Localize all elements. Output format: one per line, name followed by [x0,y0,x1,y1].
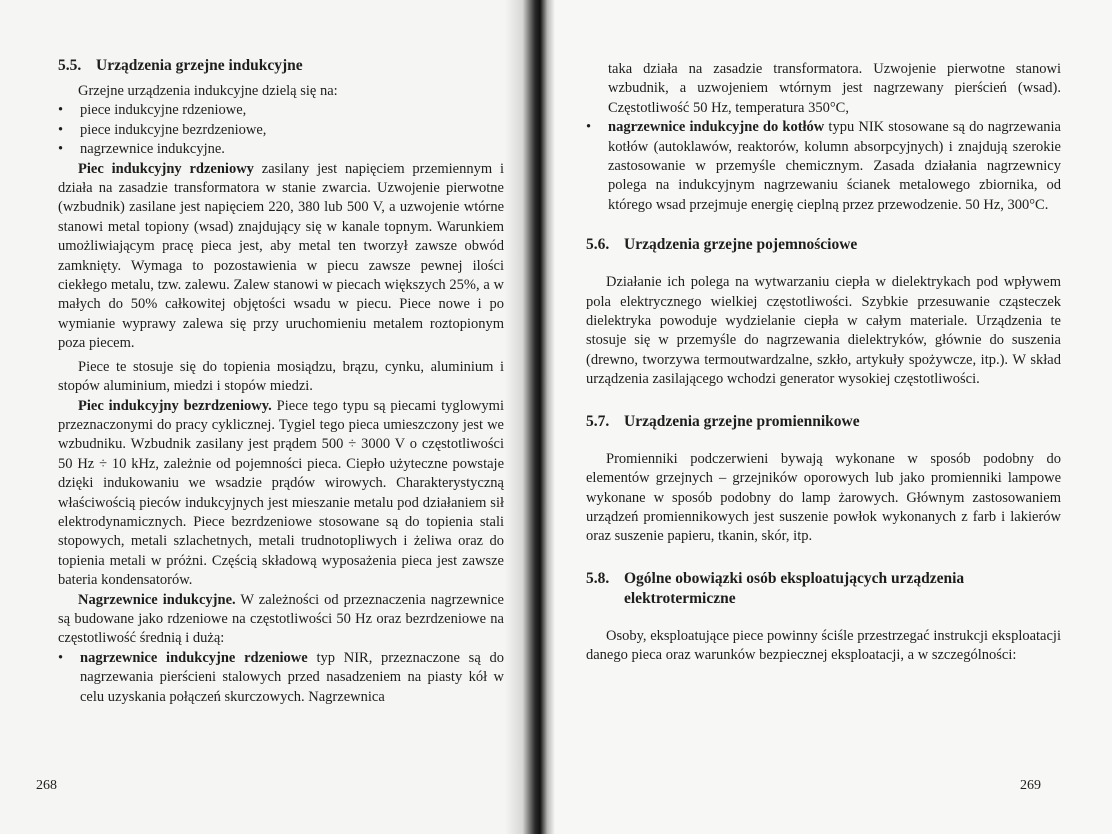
list-item [58,121,504,140]
bold-lead: nagrzewnice indukcyjne do kotłów [608,119,825,136]
page-number: 268 [36,778,57,793]
section-heading-5-8 [586,569,1061,609]
paragraph-text: W zależności od przeznaczenia nagrzewnice są budowane jako rdzeniowe na częstotliwości 50 Hz oraz bezrdzeniowe na częstotliwość średnią i dużą: [58,591,504,647]
paragraph-text: Piece tego typu są piecami tyglowymi przeznaczonymi do pracy cyklicznej. Tygiel tego pieca umieszczony jest we wzbudniku. Wzbudnik zasilany jest prądem 500 ÷ 3000 V o częstotliwości 50 Hz ÷ 10 kHz, zależnie od pojemności pieca. Ciepło użyteczne powstaje dzięki indukowaniu we wsadzie prądów wirowych. Charakterystyczną właściwością pieców indukcyjnych jest mieszanie metalu pod działaniem sił elektrodynamicznych. Piece bezrdzeniowe stosowane są do topienia stali stopowych, metali szlachetnych, metali trudnotopliwych i żeliwa oraz do topienia metali w próżni. Częścią składową wyposażenia pieca jest zawsze bateria kondensatorów. [58,397,504,589]
book-gutter-shadow [505,0,555,834]
bullet-icon: • [58,141,64,158]
list-item-text: nagrzewnice indukcyjne. [80,141,225,158]
bullet-icon: • [58,102,64,119]
list-item [58,101,504,120]
paragraph-duties: Osoby, eksploatujące piece powinny ściśle przestrzegać instrukcji eksploatacji danego pieca oraz warunków bezpiecznej eksploatacji, a w szczególności: [586,627,1061,664]
section-title: Urządzenia grzejne pojemnościowe [624,236,858,254]
bullet-icon: • [58,649,64,666]
section-number: 5.5. [58,57,82,74]
intro-paragraph: Grzejne urządzenia indukcyjne dzielą się na: [78,83,338,99]
right-page-text [586,60,1061,666]
section-heading-5-5 [58,56,504,76]
heaters-list [58,649,504,707]
section-title: Urządzenia grzejne indukcyjne [96,57,303,74]
bold-lead: Piec indukcyjny rdzeniowy [78,160,254,177]
list-item-text: typ NIR, przeznaczone są do nagrzewania pierścieni stalowych przed nasadzeniem na piasty kół w celu uzyskania połączeń skurczowych. Nagrzewnica [80,649,504,705]
bold-lead: nagrzewnice indukcyjne rdzeniowe [80,649,308,666]
section-title: Urządzenia grzejne promiennikowe [624,412,860,430]
list-item [58,649,504,707]
section-heading-5-7 [586,412,1061,432]
heaters-list-continued [586,118,1061,215]
paragraph-induction-heaters [58,591,504,649]
left-page-text [58,56,504,707]
bold-lead: Nagrzewnice indukcyjne. [78,591,236,608]
furnace-types-list [58,101,504,159]
left-page [0,0,540,834]
list-item-text: typu NIK stosowane są do nagrzewania kotłów (autoklawów, reaktorów, kolumn absorpcyjnych) i znajdują szerokie zastosowanie w przemyśle chemicznym. Zasada działania nagrzewnicy polega na indukcyjnym nagrzewaniu ścianek metalowego zbiornika, od którego wsad przejmuje energię cieplną przez przewodzenie. 50 Hz, 300°C. [608,119,1061,213]
section-number: 5.7. [586,412,610,430]
paragraph-text: zasilany jest napięciem przemiennym i działa na zasadzie transformatora w stanie zwarcia. Uzwojenie pierwotne (wzbudnik) zasilane jest napięciem 220, 380 lub 500 V, a uzwojenie wtórne stanowi metal topiony (wsad) znajdujący się w kanale topnym. Warunkiem umożliwiającym pracę pieca jest, aby metal ten tworzył zawsze obwód zamknięty. Wymaga to pozostawienia w piecu zawsze pewnej ilości ciekłego metalu, tzw. zalewu. Zalew stanowi w piecach większych 25%, a w małych do 50% całkowitej objętości wsadu w piecu. Piece nowe i po wymianie wyprawy zalewa się przy uruchomieniu metalem roztopionym poza piecem. [58,160,504,352]
paragraph-core-furnace [58,160,504,354]
continued-list-item-text: taka działa na zasadzie transformatora. Uzwojenie pierwotne stanowi wzbudnik, a uzwojeniem wtórnym jest nagrzewany pierścień (wsad). Częstotliwość 50 Hz, temperatura 350°C, [608,61,1061,116]
list-item-text: piece indukcyjne rdzeniowe, [80,102,247,119]
bullet-icon: • [586,119,592,136]
list-item-text: piece indukcyjne bezrdzeniowe, [80,121,267,138]
section-number: 5.8. [586,569,610,587]
page-number: 269 [1020,778,1041,793]
paragraph-radiant: Promienniki podczerwieni bywają wykonane w sposób podobny do elementów grzejnych – grzejników oporowych lub jako promienniki lampowe wykonane w sposób podobny do lamp żarowych. Głównym zastosowaniem urządzeń promiennikowych jest suszenie powłok wykonanych z farb i lakierów oraz suszenie papieru, tkanin, skór, itp. [586,450,1061,545]
paragraph-coreless-furnace [58,397,504,591]
bullet-icon: • [58,121,64,138]
section-heading-5-6 [586,235,1061,255]
paragraph-capacitive: Działanie ich polega na wytwarzaniu ciepła w dielektrykach pod wpływem pola elektrycznego wielkiej częstotliwości. Szybkie przesuwanie cząsteczek dielektryka powoduje wydzielanie ciepła w całym materiale. Urządzenia te stosuje się w przemyśle do nagrzewania dielektryków, głównie do suszenia (drewno, tworzywa termoutwardzalne, szkło, artykuły spożywcze, itp.). W skład urządzenia zasilającego wchodzi generator wysokiej częstotliwości. [586,274,1061,388]
bold-lead: Piec indukcyjny bezrdzeniowy. [78,397,272,414]
section-title: Ogólne obowiązki osób eksploatujących urządzenia elektrotermiczne [624,569,965,607]
list-item [58,140,504,159]
paragraph-applications: Piece te stosuje się do topienia mosiądzu, brązu, cynku, aluminium i stopów aluminium, miedzi i stopów miedzi. [58,358,504,395]
right-page [540,0,1112,834]
section-number: 5.6. [586,236,610,254]
list-item [586,118,1061,215]
